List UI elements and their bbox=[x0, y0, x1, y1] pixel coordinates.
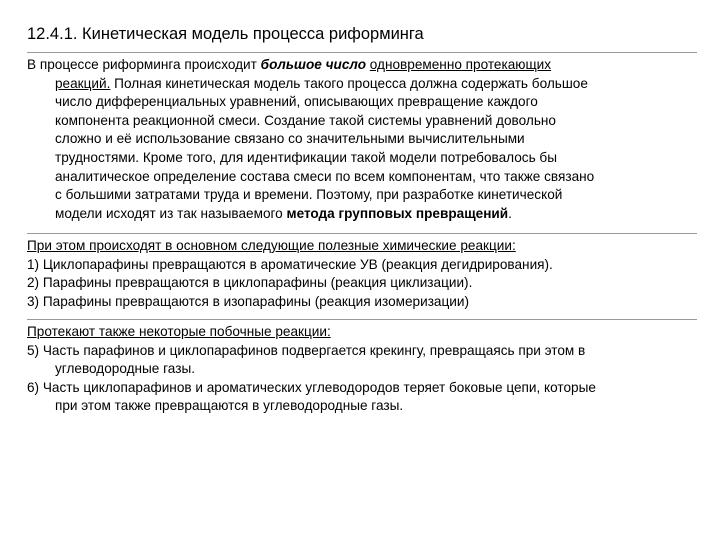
intro-text: модели исходят из так называемого bbox=[55, 205, 287, 221]
intro-line-2 bbox=[27, 75, 702, 94]
intro-line-1 bbox=[27, 56, 702, 75]
useful-reactions-heading: При этом происходят в основном следующие полезные химические реакции: bbox=[27, 238, 516, 253]
intro-line-9 bbox=[27, 205, 702, 224]
title-divider bbox=[27, 52, 697, 53]
list-item: 2) Парафины превращаются в циклопарафины (реакция циклизации). bbox=[27, 275, 473, 291]
intro-bold-term: метода групповых превращений bbox=[286, 205, 509, 221]
intro-line-8: с большими затратами труда и времени. Поэтому, при разработке кинетической bbox=[55, 187, 563, 203]
intro-text: Полная кинетическая модель такого процесса должна содержать большое bbox=[110, 75, 588, 91]
list-item: 5) Часть парафинов и циклопарафинов подвергается крекингу, превращаясь при этом в bbox=[27, 342, 586, 358]
list-item: 3) Парафины превращаются в изопарафины (реакция изомеризации) bbox=[27, 293, 469, 309]
list-item: 1) Циклопарафины превращаются в ароматические УВ (реакция дегидрирования). bbox=[27, 256, 553, 272]
section-divider-2 bbox=[27, 319, 697, 320]
intro-line-7: аналитическое определение состава смеси по всем компонентам, что также связано bbox=[55, 168, 595, 184]
intro-period: . bbox=[508, 205, 512, 221]
section-divider-1 bbox=[27, 233, 697, 234]
list-item: 6) Часть циклопарафинов и ароматических углеводородов теряет боковые цепи, которые bbox=[27, 379, 596, 395]
intro-underlined: одновременно протекающих bbox=[369, 57, 552, 72]
intro-underlined: реакций. bbox=[55, 75, 111, 91]
page-title: 12.4.1. Кинетическая модель процесса риформинга bbox=[27, 25, 424, 43]
intro-emphasis: большое число bbox=[260, 57, 367, 72]
side-reactions-heading: Протекают также некоторые побочные реакции: bbox=[27, 324, 331, 339]
list-item-continuation: при этом также превращаются в углеводородные газы. bbox=[55, 398, 404, 414]
intro-line-6: трудностями. Кроме того, для идентификации такой модели потребовалось бы bbox=[55, 149, 557, 165]
side-reactions bbox=[27, 323, 702, 416]
intro-line-4: компонента реакционной смеси. Создание такой системы уравнений довольно bbox=[55, 112, 556, 128]
useful-reactions bbox=[27, 237, 702, 311]
intro-line-5: сложно и её использование связано со значительными вычислительными bbox=[55, 131, 525, 147]
list-item-continuation: углеводородные газы. bbox=[55, 361, 195, 377]
intro-text: В процессе риформинга происходит bbox=[27, 57, 261, 72]
intro-line-3: число дифференциальных уравнений, описывающих превращение каждого bbox=[55, 94, 538, 110]
intro-paragraph bbox=[27, 56, 702, 223]
